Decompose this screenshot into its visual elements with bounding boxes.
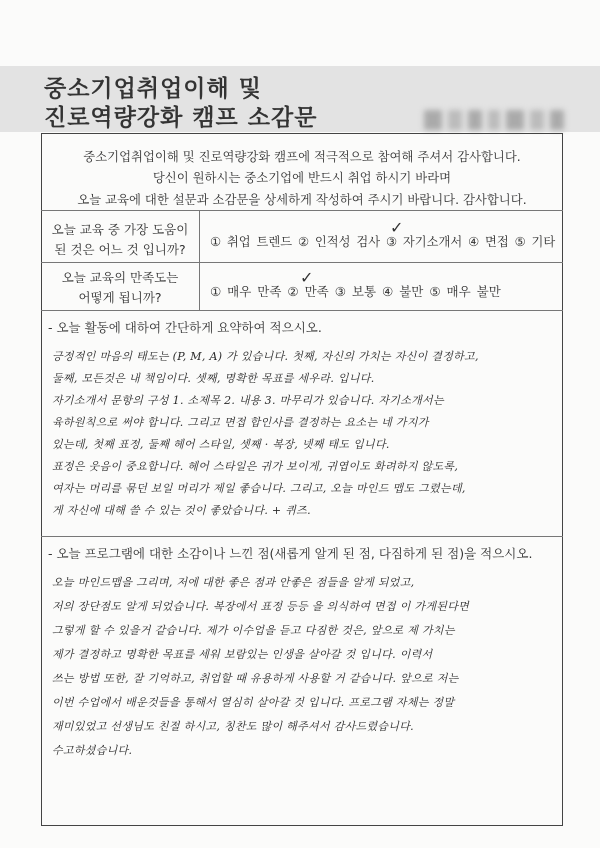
divider <box>41 210 563 211</box>
section-2-line: 그렇게 할 수 있을거 같습니다. 제가 이수업을 듣고 다짐한 것은, 앞으로 제 가치는 <box>52 624 455 637</box>
checkmark-icon: ✓ <box>390 218 404 237</box>
section-2-line: 이번 수업에서 배운것들을 통해서 열심히 살아갈 것 입니다. 프로그램 자체는 정말 <box>52 696 455 709</box>
section-2-line: 오늘 마인드맵을 그리며, 저에 대한 좋은 점과 안좋은 점들을 알게 되었고, <box>52 576 415 589</box>
section-1-heading: - 오늘 활동에 대하여 간단하게 요약하여 적으시오. <box>48 320 322 335</box>
question-1-line1: 오늘 교육 중 가장 도움이 <box>51 222 189 237</box>
section-1-line: 게 자신에 대해 쓸 수 있는 것이 좋았습니다. + 퀴즈. <box>52 504 311 517</box>
checkmark-icon: ✓ <box>300 268 314 287</box>
section-1-line: 자기소개서 문항의 구성 1. 소제목 2. 내용 3. 마무리가 있습니다. 자기소개서는 <box>52 394 444 407</box>
question-2-line1: 오늘 교육의 만족도는 <box>61 270 179 285</box>
question-2 <box>41 268 199 308</box>
divider <box>41 262 563 263</box>
section-2-line: 재미있었고 선생님도 친절 하시고, 칭찬도 많이 해주셔서 감사드렸습니다. <box>52 720 414 733</box>
question-2-options: ① 매우 만족 ② 만족 ③ 보통 ④ 불만 ⑤ 매우 불만 <box>210 284 501 299</box>
section-2-line: 쓰는 방법 또한, 잘 기억하고, 취업할 때 유용하게 사용할 거 같습니다. 앞으로 저는 <box>52 672 459 685</box>
column-divider <box>199 210 200 310</box>
section-2-line: 저의 장단점도 알게 되었습니다. 복장에서 표정 등등 을 의식하여 면접 이 가게된다면 <box>52 600 470 613</box>
section-2-heading: - 오늘 프로그램에 대한 소감이나 느낀 점(새롭게 알게 된 점, 다짐하게 된 점)을 적으시오. <box>48 546 533 561</box>
section-1-line: 둘째, 모든것은 내 책임이다. 셋째, 명확한 목표를 세우라. 입니다. <box>52 372 375 385</box>
question-2-line2: 어떻게 됩니까? <box>78 290 162 305</box>
intro-line-3: 오늘 교육에 대한 설문과 소감문을 상세하게 작성하여 주시기 바랍니다. 감사합니다. <box>77 192 527 207</box>
page-title-line1: 중소기업취업이해 및 <box>44 76 262 102</box>
section-1-line: 여자는 머리를 묶던 보일 머리가 제일 좋습니다. 그리고, 오늘 마인드 맵도 그렸는데, <box>52 482 466 495</box>
intro-line-2: 당신이 원하시는 중소기업에 반드시 취업 하시기 바라며 <box>152 170 452 185</box>
section-2-line: 제가 결정하고 명확한 목표를 세워 보람있는 인생을 살아갈 것 입니다. 이력서 <box>52 648 433 661</box>
section-1-line: 있는데, 첫째 표정, 둘째 헤어 스타일, 셋째 · 복장, 넷째 태도 입니다. <box>52 438 390 451</box>
divider <box>41 310 563 311</box>
section-1-line: 육하원칙으로 써야 합니다. 그리고 면접 합인사를 결정하는 요소는 네 가지가 <box>52 416 429 429</box>
question-1 <box>41 220 199 260</box>
section-1-line: 긍정적인 마음의 태도는 (P, M, A) 가 있습니다. 첫째, 자신의 가치는 자신이 결정하고, <box>52 350 479 363</box>
question-1-line2: 된 것은 어느 것 입니까? <box>54 242 186 257</box>
section-1-line: 표정은 웃음이 중요합니다. 헤어 스타일은 귀가 보이게, 귀엽이도 화려하지 않도록, <box>52 460 459 473</box>
page-title-line2: 진로역량강화 캠프 소감문 <box>44 105 318 131</box>
section-2-line: 수고하셨습니다. <box>52 744 133 757</box>
divider <box>41 536 563 537</box>
question-1-options: ① 취업 트렌드 ② 인적성 검사 ③ 자기소개서 ④ 면접 ⑤ 기타 <box>210 234 556 249</box>
intro-line-1: 중소기업취업이해 및 진로역량강화 캠프에 적극적으로 참여해 주셔서 감사합니다. <box>83 149 521 164</box>
